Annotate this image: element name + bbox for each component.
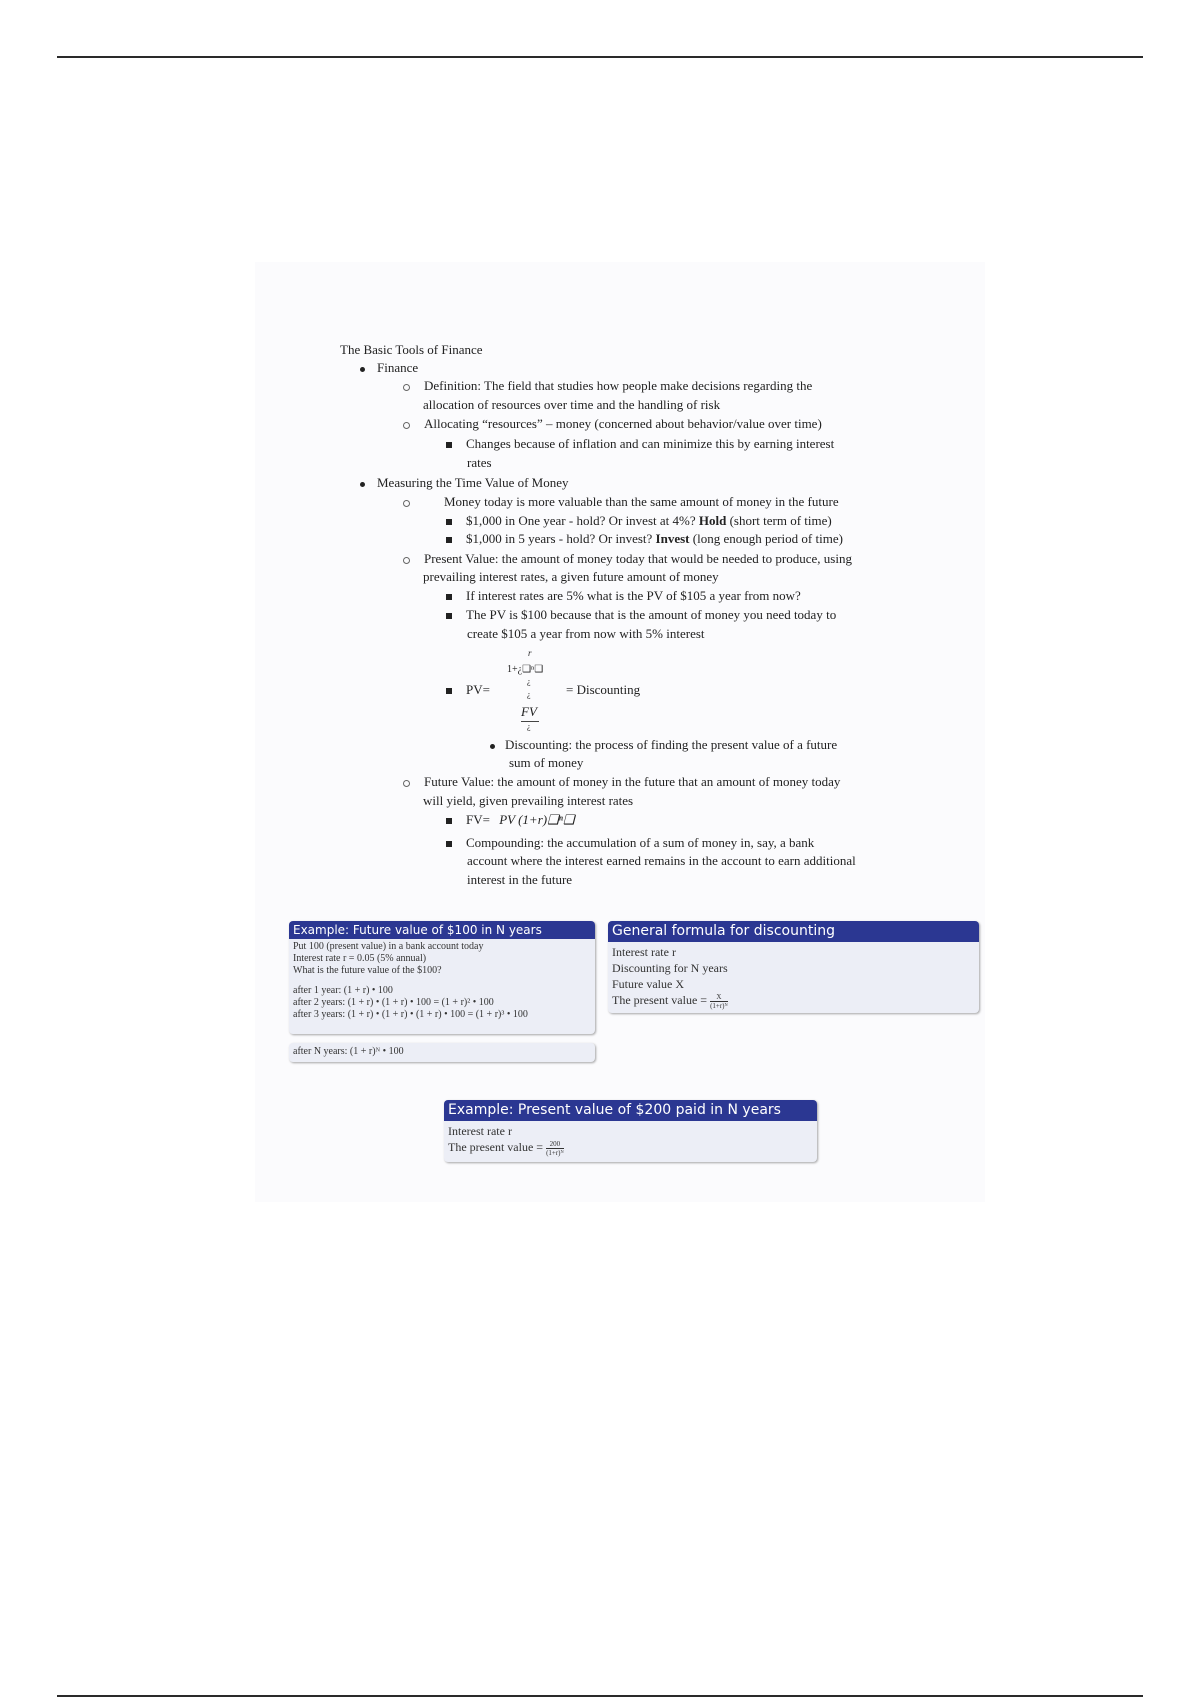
list-item-cont: interest in the future	[467, 872, 573, 887]
list-item	[446, 812, 575, 828]
list-item-label: If interest rates are 5% what is the PV of $105 a year from now?	[466, 588, 801, 603]
list-item	[403, 416, 822, 432]
list-item	[490, 737, 837, 753]
box-line: What is the future value of the $100?	[293, 965, 442, 976]
bold-text: Hold	[698, 513, 727, 528]
box-line: Future value X	[612, 977, 684, 991]
list-item	[446, 436, 834, 452]
square-bullet-icon	[446, 442, 452, 448]
fraction	[710, 993, 728, 1010]
list-item	[403, 774, 840, 790]
text: $1,000 in 5 years - hold? Or invest?	[466, 531, 656, 546]
box-line	[448, 1139, 813, 1157]
square-bullet-icon	[446, 818, 452, 824]
list-item-cont: sum of money	[509, 755, 584, 770]
list-item	[403, 551, 852, 567]
circle-bullet-icon	[403, 500, 410, 507]
list-item-label: Finance	[377, 360, 419, 375]
square-bullet-icon	[446, 519, 452, 525]
box-line: after N years: (1 + r)ᴺ • 100	[293, 1046, 404, 1057]
bullet-icon	[360, 367, 365, 372]
fraction-numerator: 200	[546, 1140, 564, 1149]
box-line: Interest rate r = 0.05 (5% annual)	[293, 953, 427, 964]
box-line: after 1 year: (1 + r) • 100	[293, 985, 393, 996]
list-item-cont: create $105 a year from now with 5% interest	[467, 626, 705, 641]
fraction-numerator: X	[710, 993, 728, 1002]
bottom-rule	[57, 1695, 1143, 1697]
notes-title: The Basic Tools of Finance	[340, 342, 483, 357]
text: $1,000 in One year - hold? Or invest at 4%?	[466, 513, 699, 528]
fraction-denominator: (1+r)ᴺ	[546, 1148, 564, 1157]
formula-part: ¿	[527, 722, 531, 731]
list-item	[360, 360, 418, 376]
formula: PV (1+r)❑ⁿ❑	[499, 812, 575, 827]
list-item-cont: rates	[467, 455, 492, 470]
list-item	[446, 607, 836, 623]
list-item	[446, 835, 814, 851]
formula-label: The present value =	[448, 1140, 544, 1154]
box-line: Interest rate r	[612, 945, 676, 959]
list-item-label: Future Value: the amount of money in the future that an amount of money today	[424, 774, 841, 789]
circle-bullet-icon	[403, 780, 410, 787]
general-formula-box	[608, 921, 979, 1013]
formula-part: FV	[521, 704, 537, 719]
bullet-icon	[490, 744, 495, 749]
list-item	[360, 475, 569, 491]
list-item	[403, 378, 812, 394]
list-item-label: Present Value: the amount of money today that would be needed to produce, using	[424, 551, 852, 566]
box-line: Interest rate r	[448, 1124, 512, 1138]
formula-result: = Discounting	[566, 682, 641, 697]
formula-part: r	[528, 648, 532, 658]
example-future-value-box	[289, 921, 595, 1034]
box-line: Discounting for N years	[612, 961, 728, 975]
list-item-label: Money today is more valuable than the same amount of money in the future	[444, 494, 839, 509]
circle-bullet-icon	[403, 384, 410, 391]
top-rule	[57, 56, 1143, 58]
fraction-denominator: (1+r)ᴺ	[710, 1001, 728, 1010]
box-title: General formula for discounting	[608, 921, 979, 942]
box-title: Example: Future value of $100 in N years	[289, 921, 595, 939]
list-item	[446, 531, 843, 547]
fraction	[546, 1140, 564, 1157]
formula-label: FV=	[466, 812, 490, 827]
formula-label: The present value =	[612, 993, 708, 1007]
formula-part: ¿	[527, 690, 531, 699]
box-line: after 3 years: (1 + r) • (1 + r) • (1 + r) • 100 = (1 + r)³ • 100	[293, 1009, 528, 1020]
square-bullet-icon	[446, 594, 452, 600]
box-line: Put 100 (present value) in a bank account today	[293, 941, 484, 952]
list-item	[446, 513, 832, 529]
circle-bullet-icon	[403, 557, 410, 564]
list-item	[446, 682, 490, 698]
box-title: Example: Present value of $200 paid in N years	[444, 1100, 817, 1121]
list-item-label: Compounding: the accumulation of a sum of money in, say, a bank	[466, 835, 815, 850]
example-n-years-box	[289, 1043, 595, 1062]
list-item-label: Definition: The field that studies how people make decisions regarding the	[424, 378, 813, 393]
list-item-cont: prevailing interest rates, a given future amount of money	[423, 569, 719, 584]
box-line	[612, 992, 975, 1010]
square-bullet-icon	[446, 613, 452, 619]
list-item-cont: allocation of resources over time and the handling of risk	[423, 397, 721, 412]
circle-bullet-icon	[403, 422, 410, 429]
list-item-label: Changes because of inflation and can minimize this by earning interest	[466, 436, 835, 451]
text: (long enough period of time)	[689, 531, 843, 546]
formula-part: 1+¿❑ⁿ❑	[507, 664, 544, 675]
bold-text: Invest	[655, 531, 690, 546]
square-bullet-icon	[446, 841, 452, 847]
list-item-cont: will yield, given prevailing interest rates	[423, 793, 634, 808]
square-bullet-icon	[446, 688, 452, 694]
list-item-cont: account where the interest earned remains in the account to earn additional	[467, 853, 856, 868]
text: (short term of time)	[726, 513, 832, 528]
list-item-label: Allocating “resources” – money (concerned about behavior/value over time)	[424, 416, 822, 431]
bullet-icon	[360, 482, 365, 487]
formula-part: ¿	[527, 677, 531, 686]
example-present-value-box	[444, 1100, 817, 1162]
square-bullet-icon	[446, 537, 452, 543]
list-item-label: The PV is $100 because that is the amount of money you need today to	[466, 607, 837, 622]
list-item	[403, 494, 839, 510]
box-line: after 2 years: (1 + r) • (1 + r) • 100 = (1 + r)² • 100	[293, 997, 494, 1008]
formula-label: PV=	[466, 682, 490, 697]
list-item	[446, 588, 801, 604]
list-item-label: Discounting: the process of finding the present value of a future	[505, 737, 838, 752]
list-item-label: Measuring the Time Value of Money	[377, 475, 569, 490]
